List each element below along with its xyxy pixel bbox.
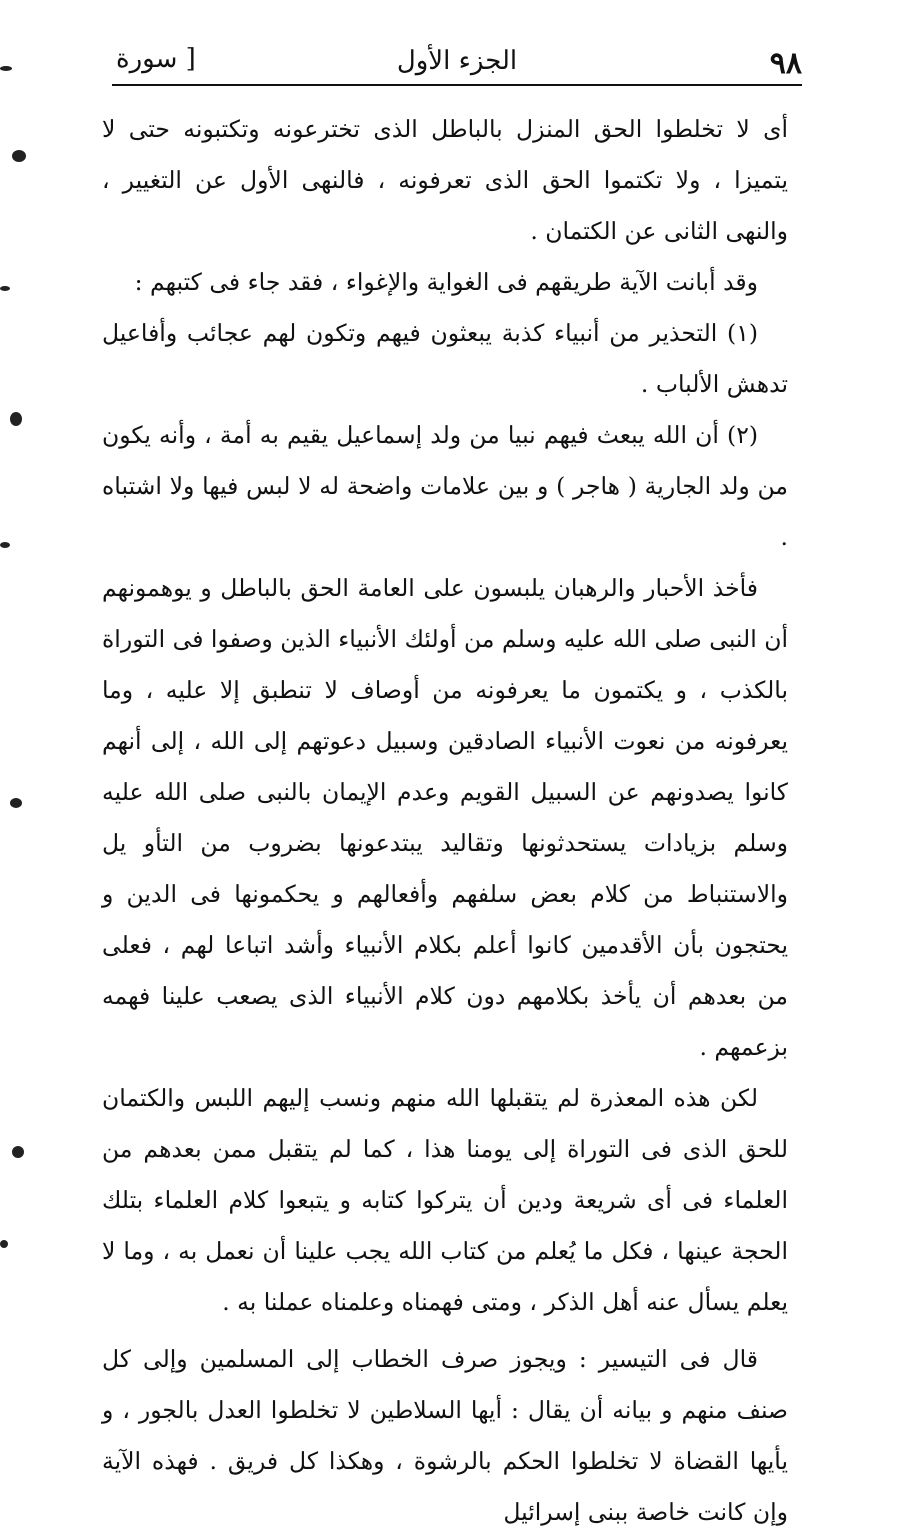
paragraph: لكن هذه المعذرة لم يتقبلها الله منهم ونسب إليهم اللبس والكتمان للحق الذى فى التوراة إلى يومنا هذا ، كما لم يتقبل ممن بعدهم من العلماء فى أى شريعة ودين أن يتركوا كتابه و يتبعوا كلام العلماء بتلك الحجة عينها ، فكل ما يُعلم من كتاب الله يجب علينا أن نعمل به ، وما لا يعلم يسأل عنه أهل الذكر ، ومتى فهمناه وعلمناه عملنا به . [102,1084,788,1316]
paragraph: فأخذ الأحبار والرهبان يلبسون على العامة الحق بالباطل و يوهمونهم أن النبى صلى الله عليه وسلم من أولئك الأنبياء الذين وصفوا فى التوراة بالكذب ، و يكتمون ما يعرفونه من أوصاف لا تنطبق إلا عليه ، وما يعرفونه من نعوت الأنبياء الصادقين وسبيل دعوتهم إلى الله ، إلى أنهم كانوا يصدونهم عن السبيل القويم وعدم الإيمان بالنبى صلى الله عليه وسلم بزيادات يستحدثونها وتقاليد يبتدعونها بضروب من التأو يل والاستنباط من كلام بعض سلفهم وأفعالهم و يحكمونها فى الدين و يحتجون بأن الأقدمين كانوا أعلم بكلام الأنبياء وأشد اتباعا لهم ، فعلى من بعدهم أن يأخذ بكلامهم دون كلام الأنبياء الذى يصعب علينا فهمه بزعمهم . [102,574,788,1061]
scan-speck [10,412,22,426]
header-rule [112,84,802,86]
scan-speck [0,542,10,548]
paragraph: قال فى التيسير : ويجوز صرف الخطاب إلى المسلمين وإلى كل صنف منهم و بيانه أن يقال : أيها السلاطين لا تخلطوا العدل بالجور ، و يأيها القضاة لا تخلطوا الحكم بالرشوة ، وهكذا كل فريق . فهذه الآية وإن كانت خاصة ببنى إسرائيل [102,1345,788,1526]
paragraph: (١) التحذير من أنبياء كذبة يبعثون فيهم وتكون لهم عجائب وأفاعيل تدهش الألباب . [102,319,788,398]
page-header [112,40,802,86]
page-number: ٩٨ [769,46,802,81]
scan-speck [12,1146,24,1158]
scan-speck [0,286,10,291]
paragraph: أى لا تخلطوا الحق المنزل بالباطل الذى تخترعونه وتكتبونه حتى لا يتميزا ، ولا تكتموا الحق الذى تعرفونه ، فالنهى الأول عن التغيير ، والنهى الثانى عن الكتمان . [102,115,788,245]
part-title: الجزء الأول [396,46,518,76]
body-text [102,104,788,1538]
paragraph: وقد أبانت الآية طريقهم فى الغواية والإغواء ، فقد جاء فى كتبهم : [134,268,758,296]
scan-speck [0,66,12,71]
paragraph: (٢) أن الله يبعث فيهم نبيا من ولد إسماعيل يقيم به أمة ، وأنه يكون من ولد الجارية ( هاجر ) و بين علامات واضحة له لا لبس فيها ولا اشتباه . [102,421,788,551]
scan-speck [12,150,26,162]
scan-speck [10,798,22,808]
scan-speck [0,1240,8,1248]
surah-label: [ سورة [116,44,196,74]
